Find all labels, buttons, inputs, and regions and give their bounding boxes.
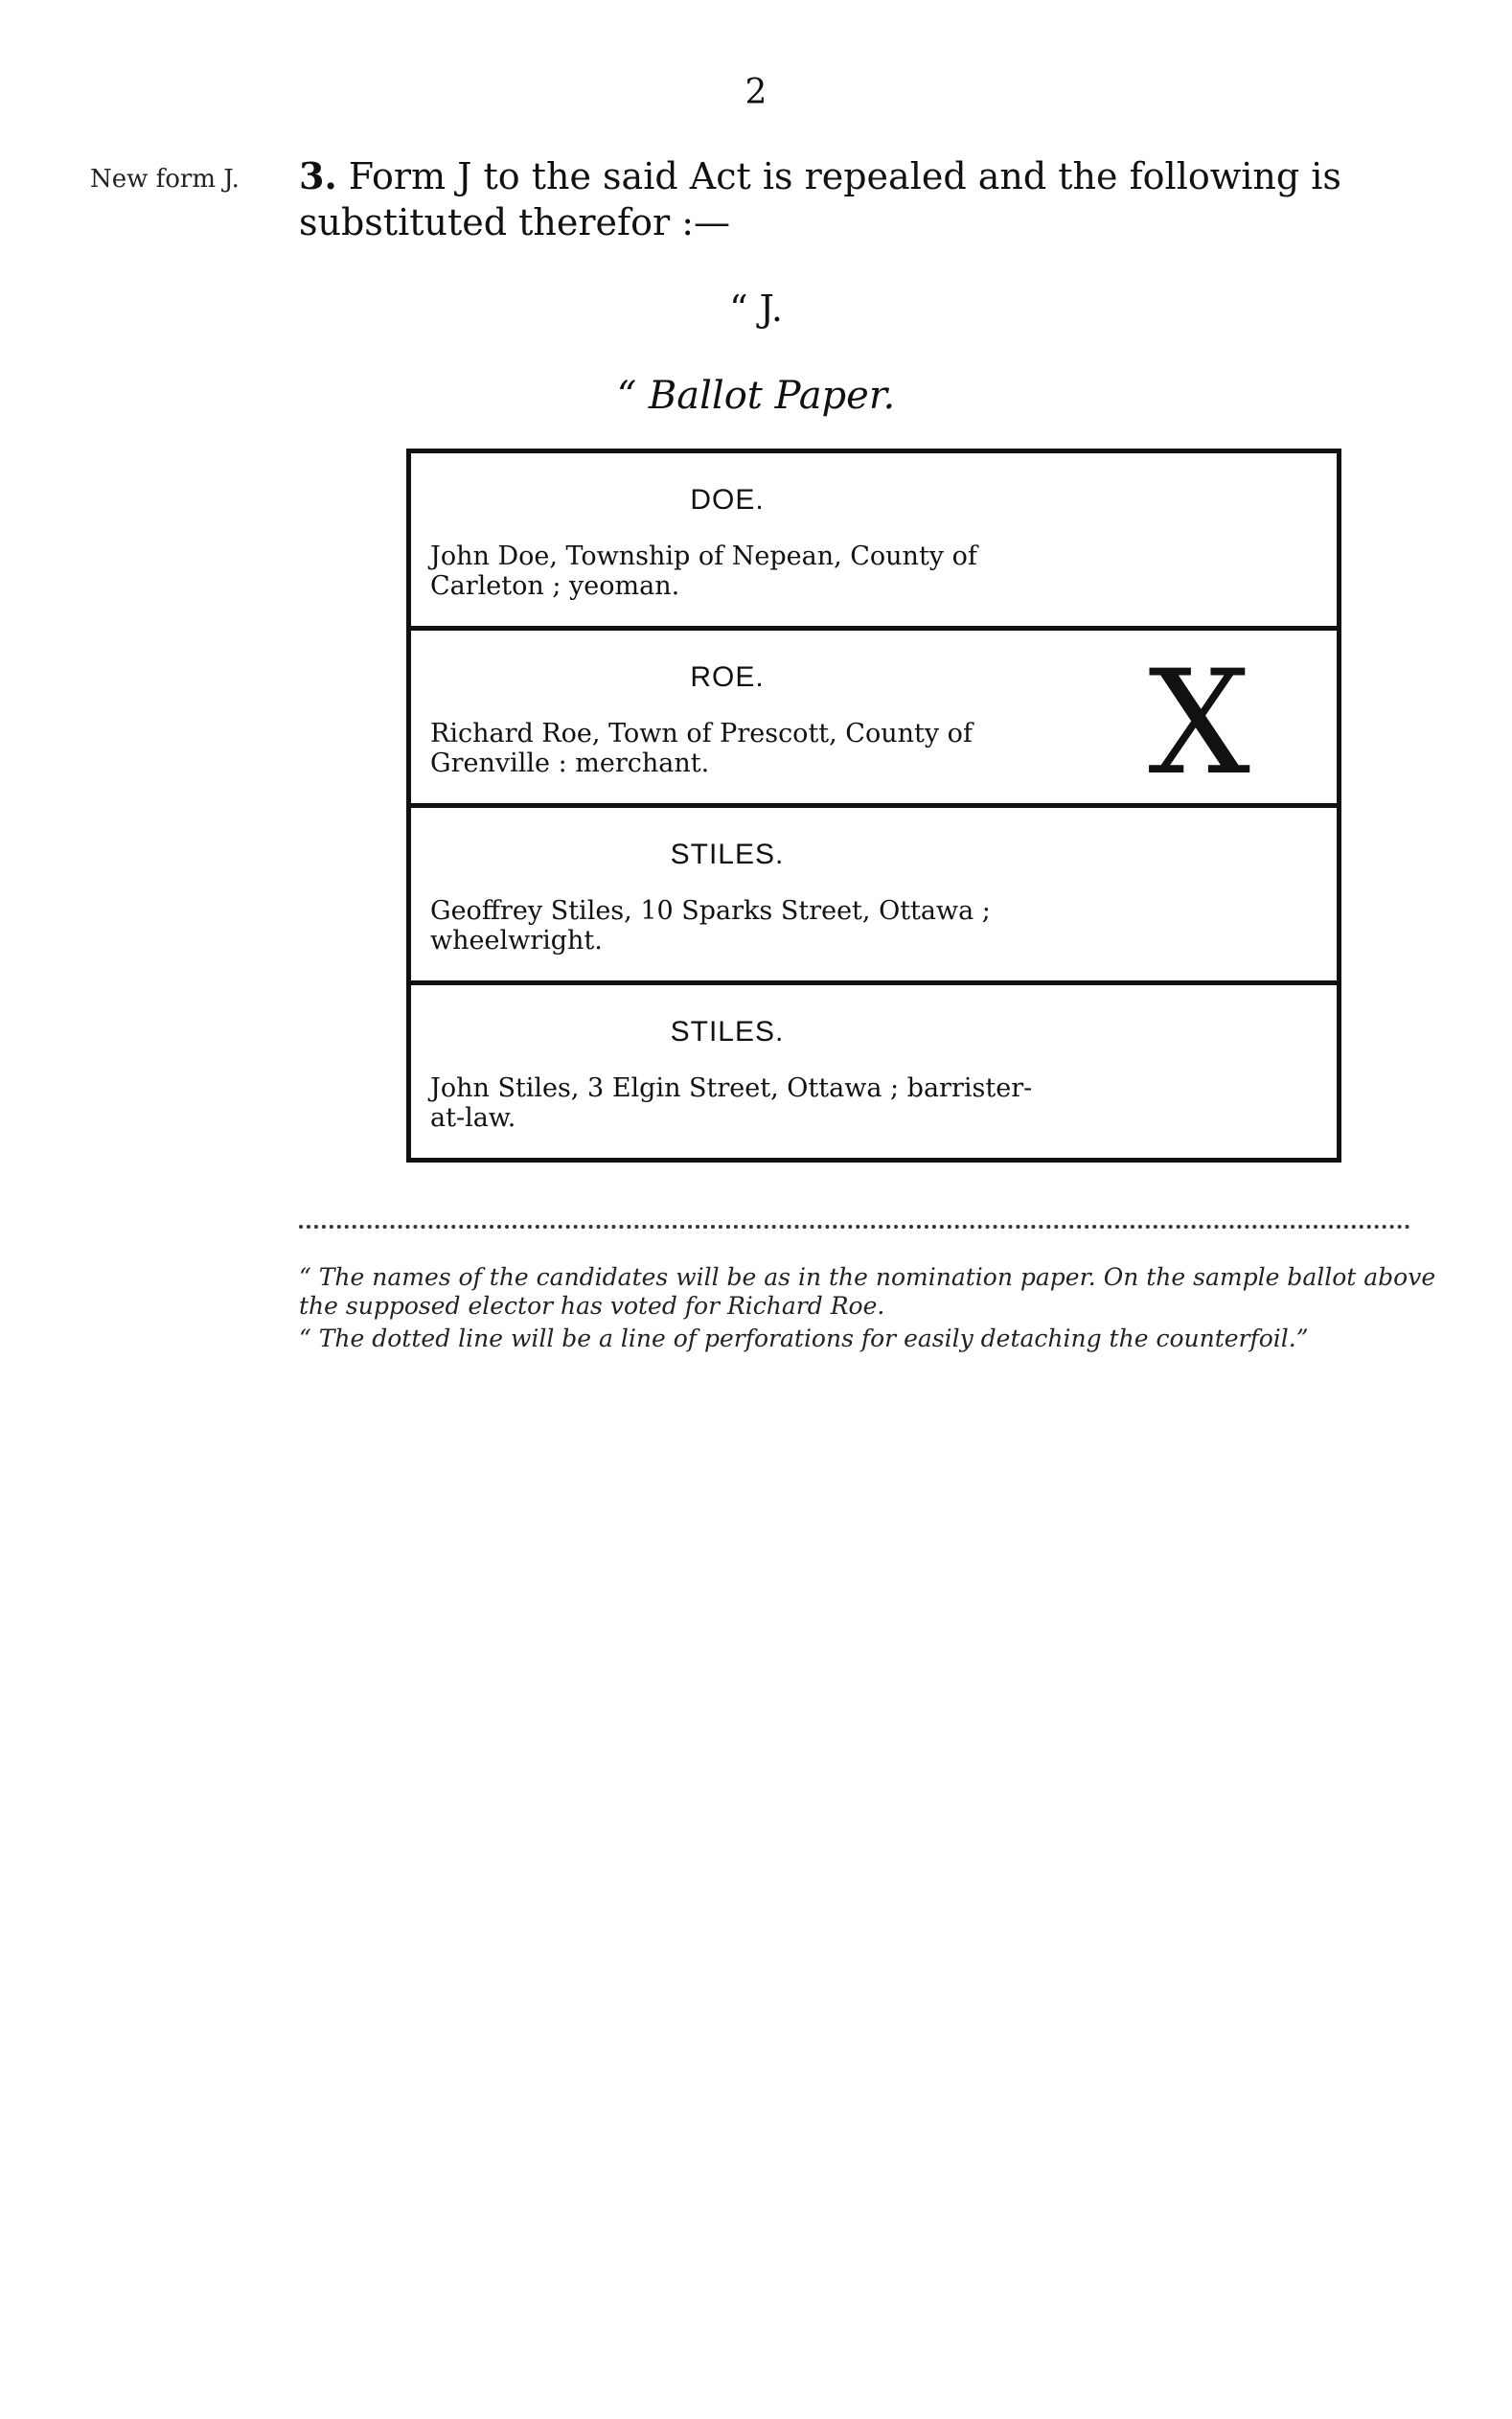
- form-heading: “ J.: [729, 288, 783, 330]
- footnote-perforation: “ The dotted line will be a line of perforations for easily detaching the counterfoil.”: [299, 1325, 1309, 1352]
- section-text: Form J to the said Act is repealed and the following is substituted therefor :—: [299, 155, 1341, 243]
- section-paragraph: [299, 153, 1449, 245]
- candidate-surname: STILES.: [670, 839, 785, 870]
- candidate-details: Richard Roe, Town of Prescott, County of Grenville : merchant.: [430, 719, 973, 778]
- candidate-details: Geoffrey Stiles, 10 Sparks Street, Ottawa ; wheelwright.: [430, 896, 991, 956]
- candidate-surname: STILES.: [670, 1016, 785, 1048]
- section-number: 3.: [299, 154, 337, 197]
- candidate-row: [411, 808, 1337, 985]
- ballot-paper: [406, 449, 1341, 1163]
- candidate-surname: DOE.: [690, 484, 765, 516]
- candidate-row: [411, 985, 1337, 1163]
- perforation-line: [299, 1225, 1410, 1229]
- candidate-row: [411, 453, 1337, 631]
- candidate-details: John Doe, Township of Nepean, County of Carleton ; yeoman.: [430, 541, 977, 601]
- candidate-surname: ROE.: [690, 661, 765, 693]
- candidate-row: [411, 631, 1337, 808]
- margin-note: New form J.: [90, 165, 240, 194]
- footnote-names: “ The names of the candidates will be as in the nomination paper. On the sample ballot above the supposed elector has voted for Richard Roe.: [299, 1263, 1436, 1320]
- candidate-details: John Stiles, 3 Elgin Street, Ottawa ; barrister-at-law.: [430, 1073, 1033, 1133]
- ballot-heading: “ Ballot Paper.: [616, 374, 896, 418]
- page-number: 2: [745, 73, 767, 112]
- vote-mark: X: [1148, 640, 1250, 807]
